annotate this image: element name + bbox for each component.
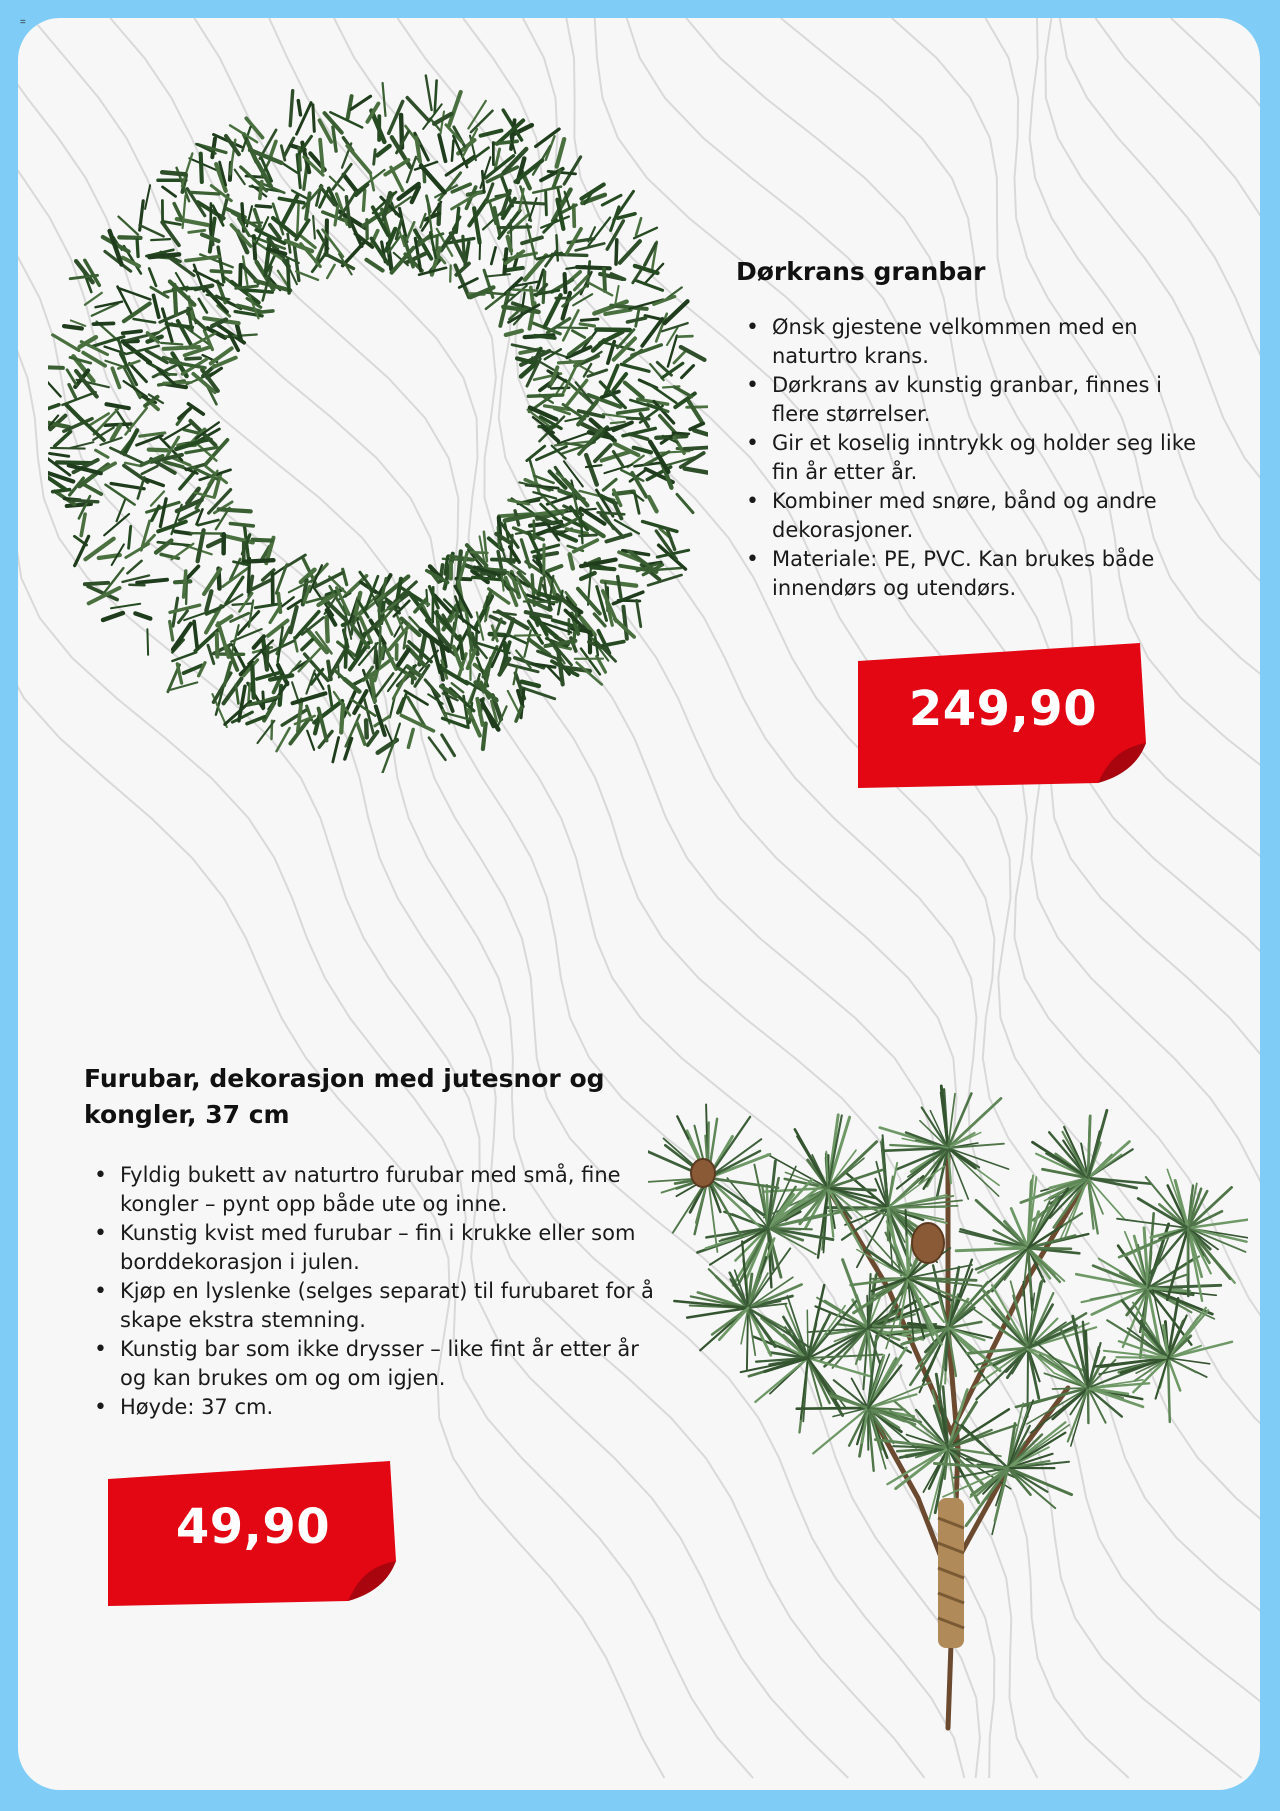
feature-item: • Kunstig bar som ikke drysser – like fint år etter år og kan brukes om og om igjen. xyxy=(84,1335,664,1393)
feature-item: • Gir et koselig inntrykk og holder seg like fin år etter år. xyxy=(736,429,1206,487)
feature-item: • Fyldig bukett av naturtro furubar med små, fine kongler – pynt opp både ute og inne. xyxy=(84,1161,664,1219)
feature-item: • Høyde: 37 cm. xyxy=(84,1393,664,1422)
feature-item: • Materiale: PE, PVC. Kan brukes både innendørs og utendørs. xyxy=(736,545,1206,603)
pine-branch-image xyxy=(648,1028,1248,1768)
page-marker: = xyxy=(20,17,26,28)
price-tag-wreath xyxy=(858,643,1148,788)
price-tag-branch xyxy=(108,1461,398,1606)
price-value: 49,90 xyxy=(175,1499,331,1555)
feature-item: • Kjøp en lyslenke (selges separat) til furubaret for å skape ekstra stemning. xyxy=(84,1277,664,1335)
feature-item: • Ønsk gjestene velkommen med en naturtro krans. xyxy=(736,313,1206,371)
price-value: 249,90 xyxy=(908,681,1098,737)
feature-list-wreath xyxy=(736,313,1206,603)
wreath-image xyxy=(48,73,708,773)
product-title-branch: Furubar, dekorasjon med jutesnor og kongler, 37 cm xyxy=(84,1064,605,1129)
product-title-wreath: Dørkrans granbar xyxy=(736,257,986,286)
feature-item: • Kunstig kvist med furubar – fin i krukke eller som borddekorasjon i julen. xyxy=(84,1219,664,1277)
catalog-page xyxy=(18,18,1260,1790)
feature-list-branch xyxy=(84,1161,664,1422)
feature-item: • Dørkrans av kunstig granbar, finnes i flere størrelser. xyxy=(736,371,1206,429)
feature-item: • Kombiner med snøre, bånd og andre dekorasjoner. xyxy=(736,487,1206,545)
